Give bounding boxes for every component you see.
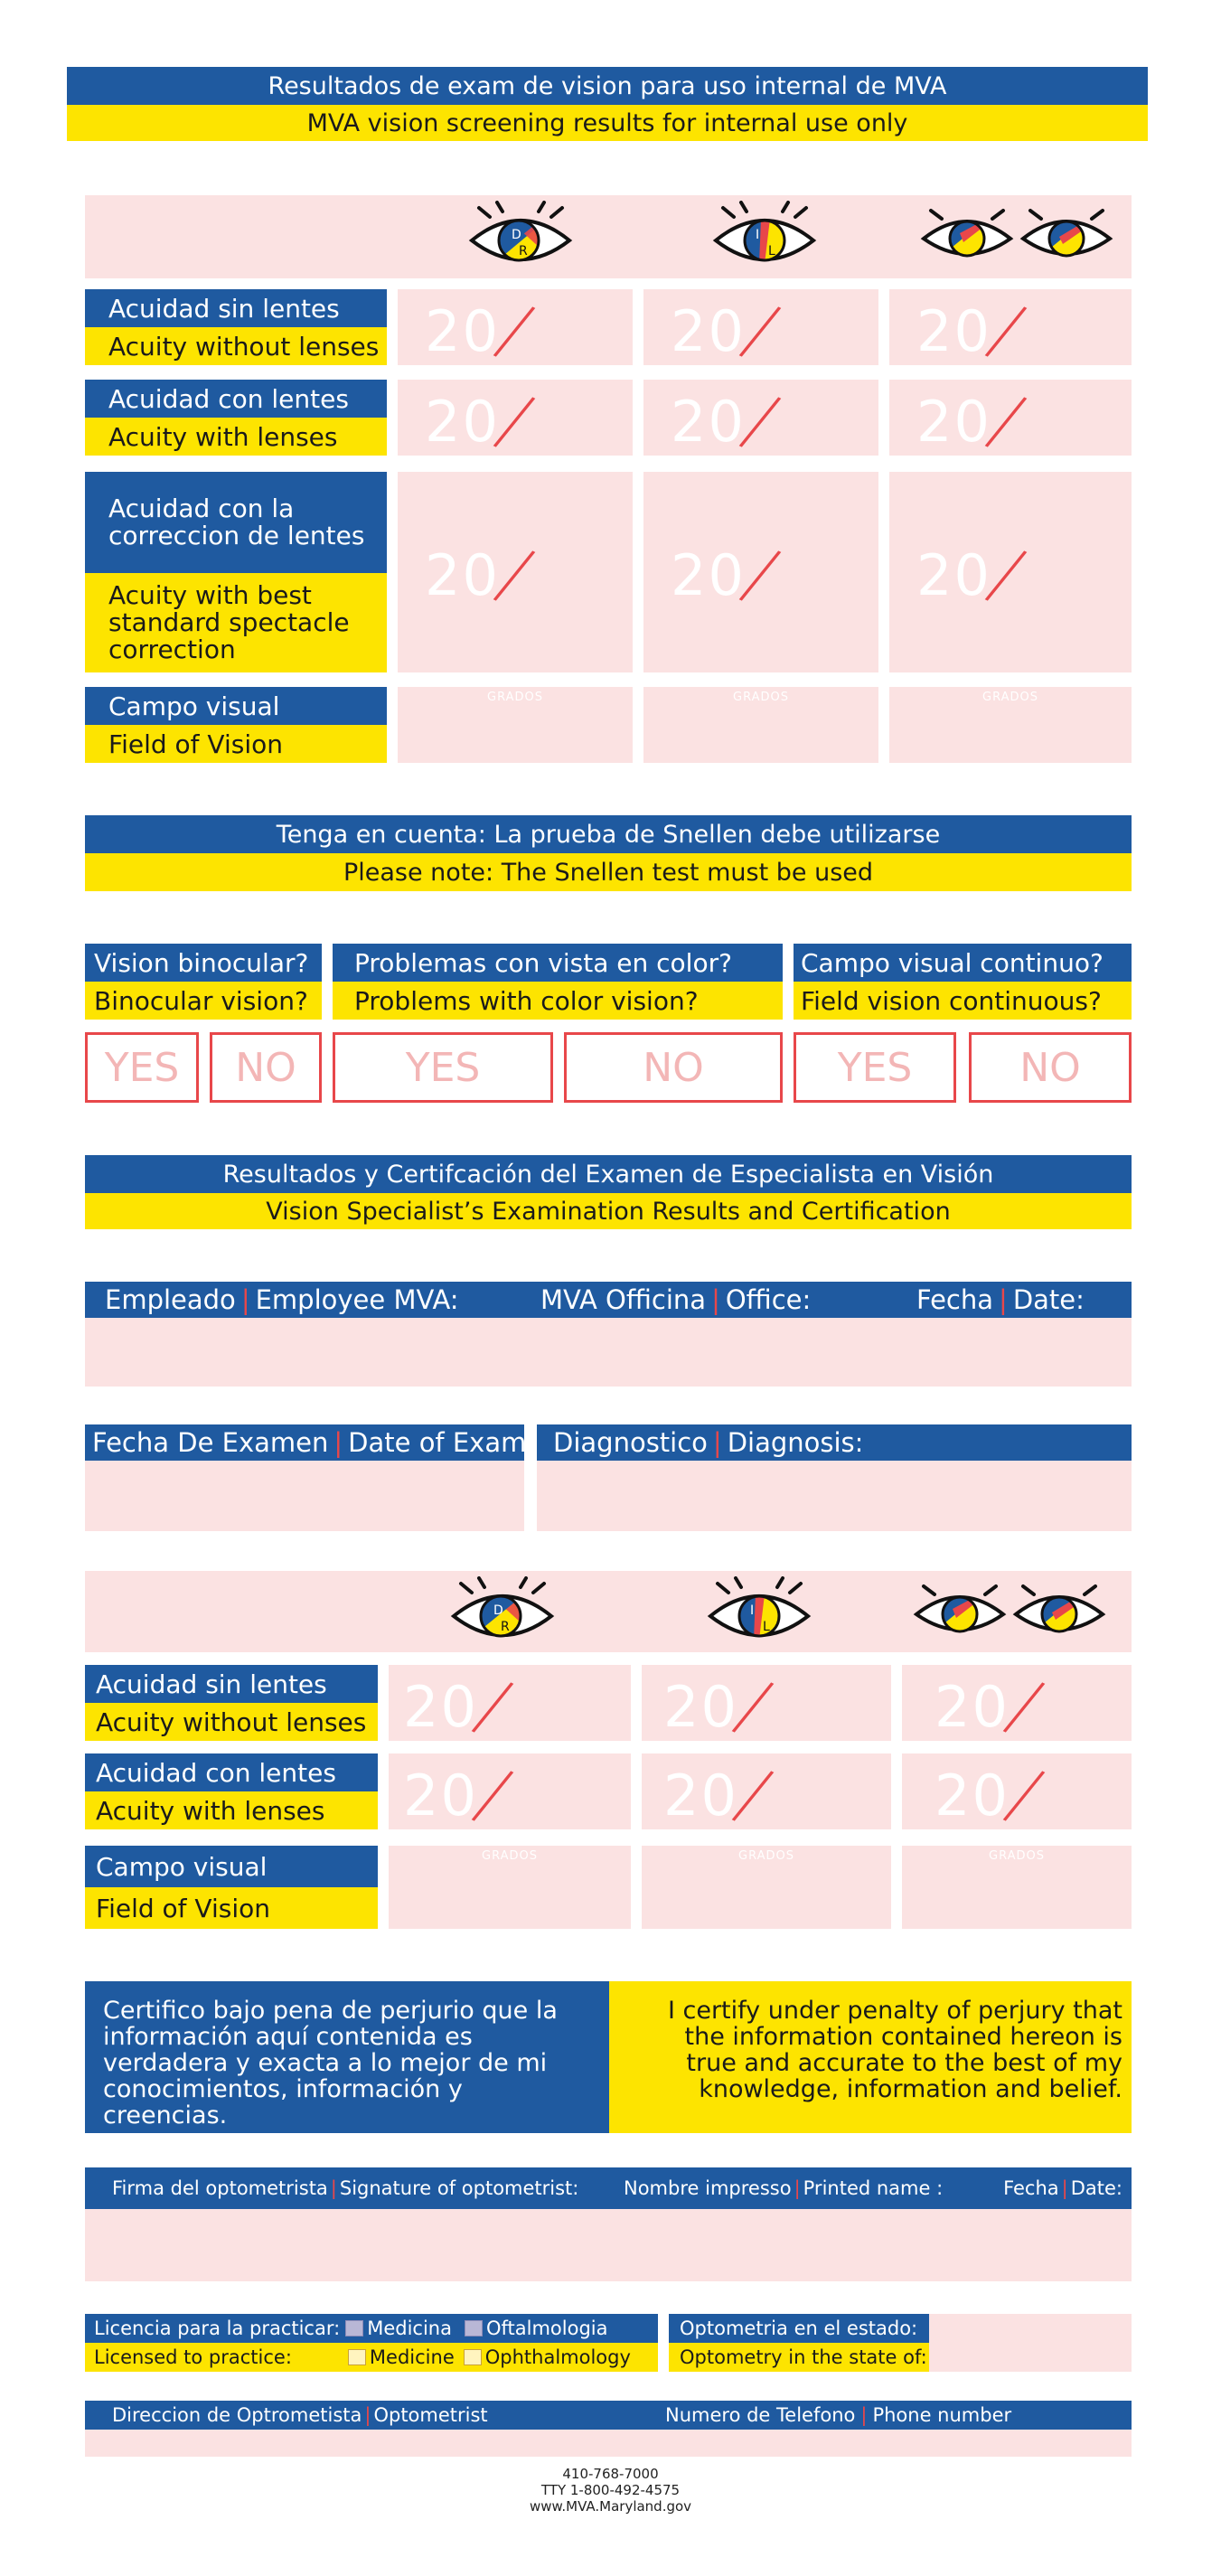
employee-info-field[interactable] (85, 1318, 1132, 1387)
twenty-value: 20 (663, 1763, 738, 1829)
yes-text: YES (837, 1044, 913, 1091)
printed-name-label (624, 2177, 943, 2199)
office-label-es: MVA Officina (540, 1284, 707, 1315)
diagnosis-header (537, 1424, 1132, 1461)
medicina-checkbox[interactable] (345, 2320, 363, 2336)
specialist-without-both-field[interactable] (902, 1665, 1132, 1741)
label-text: Acuidad con lentes (108, 383, 349, 414)
label-text: Acuity with lenses (96, 1795, 325, 1826)
specialist-label-with-es (85, 1753, 378, 1791)
label-text: Acuidad sin lentes (108, 293, 340, 324)
eye-label-d: D (493, 1603, 503, 1618)
binocular-yes-button[interactable] (85, 1032, 199, 1103)
specialist-label-without-en (85, 1703, 378, 1741)
eye-label-r: R (501, 1620, 510, 1634)
separator: | (364, 2404, 371, 2426)
footer-website[interactable]: www.MVA.Maryland.gov (529, 2498, 692, 2515)
continuous-yes-button[interactable] (794, 1032, 956, 1103)
separator: | (711, 1284, 720, 1315)
title-spanish-text: Resultados de exam de vision para uso internal de MVA (268, 71, 947, 100)
question-color-en (333, 982, 783, 1020)
acuity-best-left-field[interactable] (643, 472, 878, 672)
acuity-best-both-field[interactable] (889, 472, 1132, 672)
field-vision-left-field[interactable] (643, 687, 878, 763)
diagnosis-field[interactable] (537, 1461, 1132, 1531)
specialist-label-with-en (85, 1791, 378, 1829)
label-acuity-with-es (85, 380, 387, 418)
eye-label-l: L (763, 1620, 770, 1634)
acuity-with-right-field[interactable] (398, 380, 633, 456)
office-label-en: Office: (725, 1284, 812, 1315)
grados-label: GRADOS (482, 1849, 538, 1863)
specialist-label-field-en (85, 1887, 378, 1929)
label-text: Campo visual (108, 691, 280, 721)
twenty-value: 20 (916, 298, 991, 364)
acuity-with-both-field[interactable] (889, 380, 1132, 456)
label-field-vision-en (85, 725, 387, 763)
specialist-label-field-es (85, 1846, 378, 1887)
acuity-without-both-field[interactable] (889, 289, 1132, 365)
license-es-row (85, 2314, 658, 2343)
yes-text: YES (405, 1044, 481, 1091)
employee-header-row (85, 1282, 1132, 1318)
specialist-field-right-field[interactable] (389, 1846, 631, 1929)
grados-label: GRADOS (989, 1849, 1045, 1863)
signature-header-row (85, 2167, 1132, 2209)
label-text: Campo visual (96, 1851, 268, 1882)
grados-label: GRADOS (982, 691, 1038, 704)
twenty-value: 20 (663, 1674, 738, 1740)
label-text: Acuity with lenses (108, 421, 338, 452)
diagnosis-label-en: Diagnosis: (727, 1427, 864, 1458)
date-label-en: Date: (1012, 1284, 1085, 1315)
label-text: Field of Vision (108, 729, 283, 759)
oftalmologia-label: Oftalmologia (485, 2317, 608, 2339)
grados-label: GRADOS (487, 691, 543, 704)
phone-label-en: Phone number (872, 2404, 1012, 2426)
ophthalmology-checkbox[interactable] (464, 2349, 482, 2365)
certify-spanish-text: Certifico bajo pena de perjurio que la información aquí contenida es verdadera y exacta a lo mejor de mi conocimientos, información y creencias. (103, 1997, 558, 2129)
acuity-without-right-field[interactable] (398, 289, 633, 365)
title-english (67, 105, 1148, 141)
continuous-no-button[interactable] (969, 1032, 1132, 1103)
note-english-text: Please note: The Snellen test must be used (343, 858, 874, 887)
certify-english-text: I certify under penalty of perjury that the information contained hereon is true and accurate to the best of my knowledge, information and belief. (667, 1997, 1122, 2103)
twenty-value: 20 (425, 389, 500, 455)
note-spanish (85, 815, 1132, 853)
separator: | (860, 2404, 868, 2426)
separator: | (999, 1284, 1008, 1315)
eye-label-i: I (756, 228, 760, 242)
address-label (112, 2404, 488, 2426)
license-label-en: Licensed to practice: (94, 2346, 292, 2368)
separator: | (794, 2177, 801, 2199)
eye-label-l: L (768, 244, 775, 259)
acuity-best-right-field[interactable] (398, 472, 633, 672)
label-acuity-with-en (85, 418, 387, 456)
license-en-row (85, 2343, 658, 2372)
printed-name-label-es: Nombre impresso (624, 2177, 792, 2199)
label-text: Acuity without lenses (108, 331, 380, 362)
state-en-label (669, 2343, 929, 2372)
field-vision-both-field[interactable] (889, 687, 1132, 763)
question-text: Field vision continuous? (801, 985, 1102, 1016)
question-binocular-es (85, 944, 322, 982)
address-label-es: Direccion de Optrometista (112, 2404, 362, 2426)
separator: | (330, 2177, 337, 2199)
date-label (916, 1284, 1085, 1315)
address-field[interactable] (85, 2430, 1132, 2457)
twenty-value: 20 (671, 298, 746, 364)
eye-label-r: R (519, 244, 528, 259)
label-text: Acuidad con la correccion de lentes (108, 494, 365, 550)
question-continuous-es (794, 944, 1132, 982)
employee-label (105, 1284, 459, 1315)
specialist-without-right-field[interactable] (389, 1665, 631, 1741)
no-text: NO (1019, 1044, 1081, 1091)
state-field[interactable] (929, 2314, 1132, 2372)
oftalmologia-checkbox[interactable] (465, 2320, 483, 2336)
twenty-value: 20 (425, 298, 500, 364)
certify-spanish (85, 1981, 609, 2133)
specialist-spanish-text: Resultados y Certifcación del Examen de Especialista en Visión (222, 1160, 994, 1189)
title-english-text: MVA vision screening results for internal use only (306, 108, 908, 137)
exam-date-label-en: Date of Exam (348, 1427, 527, 1458)
signature-label (112, 2177, 578, 2199)
title-spanish (67, 67, 1148, 105)
medicina-label: Medicina (367, 2317, 452, 2339)
specialist-with-both-field[interactable] (902, 1753, 1132, 1829)
medicine-label: Medicine (369, 2346, 455, 2368)
separator: | (333, 1427, 343, 1458)
question-text: Problemas con vista en color? (354, 947, 732, 978)
address-header-row (85, 2401, 1132, 2430)
state-es-label (669, 2314, 929, 2343)
footer-contact (0, 2466, 1221, 2515)
twenty-value: 20 (425, 542, 500, 608)
note-spanish-text: Tenga en cuenta: La prueba de Snellen debe utilizarse (276, 820, 941, 849)
twenty-value: 20 (935, 1763, 1010, 1829)
binocular-no-button[interactable] (210, 1032, 322, 1103)
state-label-es: Optometria en el estado: (680, 2317, 918, 2339)
acuity-with-left-field[interactable] (643, 380, 878, 456)
twenty-value: 20 (916, 542, 991, 608)
twenty-value: 20 (916, 389, 991, 455)
eye-label-d: D (512, 228, 521, 242)
employee-label-en: Employee MVA: (255, 1284, 459, 1315)
question-text: Problems with color vision? (354, 985, 699, 1016)
signature-label-es: Firma del optometrista (112, 2177, 328, 2199)
address-label-en: Optometrist (373, 2404, 488, 2426)
grados-label: GRADOS (733, 691, 789, 704)
right-eye-icon (466, 201, 575, 273)
label-text: Acuity with best standard spectacle correction (108, 580, 350, 664)
label-text: Acuidad sin lentes (96, 1669, 327, 1699)
separator: | (712, 1427, 722, 1458)
note-english (85, 853, 1132, 891)
signature-label-en: Signature of optometrist: (339, 2177, 579, 2199)
question-text: Vision binocular? (94, 947, 309, 978)
separator: | (240, 1284, 250, 1315)
diagnosis-label-es: Diagnostico (553, 1427, 708, 1458)
state-label-en: Optometry in the state of: (680, 2346, 927, 2368)
specialist-with-left-field[interactable] (642, 1753, 891, 1829)
label-text: Field of Vision (96, 1893, 270, 1923)
no-text: NO (235, 1044, 296, 1091)
label-acuity-without-es (85, 289, 387, 327)
twenty-value: 20 (403, 1674, 478, 1740)
exam-date-label-es: Fecha De Examen (92, 1427, 329, 1458)
office-label (540, 1284, 811, 1315)
specialist-english (85, 1193, 1132, 1229)
acuity-without-left-field[interactable] (643, 289, 878, 365)
twenty-value: 20 (935, 1674, 1010, 1740)
specialist-spanish (85, 1155, 1132, 1193)
phone-label-es: Numero de Telefono (665, 2404, 856, 2426)
specialist-both-eyes-icon (913, 1582, 1112, 1641)
certify-english (609, 1981, 1132, 2133)
footer-tty: TTY 1-800-492-4575 (540, 2482, 681, 2498)
specialist-without-left-field[interactable] (642, 1665, 891, 1741)
signature-field[interactable] (85, 2209, 1132, 2281)
question-binocular-en (85, 982, 322, 1020)
specialist-field-both-field[interactable] (902, 1846, 1132, 1929)
label-acuity-without-en (85, 327, 387, 365)
question-text: Campo visual continuo? (801, 947, 1104, 978)
no-text: NO (643, 1044, 704, 1091)
specialist-left-eye-icon (705, 1576, 813, 1649)
signature-date-label-es: Fecha (1003, 2177, 1059, 2199)
twenty-value: 20 (671, 389, 746, 455)
twenty-value: 20 (671, 542, 746, 608)
question-color-es (333, 944, 783, 982)
question-text: Binocular vision? (94, 985, 308, 1016)
medicine-checkbox[interactable] (348, 2349, 366, 2365)
both-eyes-icon (920, 206, 1119, 266)
color-no-button[interactable] (564, 1032, 783, 1103)
ophthalmology-label: Ophthalmology (484, 2346, 631, 2368)
twenty-value: 20 (403, 1763, 478, 1829)
field-vision-right-field[interactable] (398, 687, 633, 763)
label-acuity-best-es (85, 472, 387, 573)
specialist-field-left-field[interactable] (642, 1846, 891, 1929)
license-label-es: Licencia para la practicar: (94, 2317, 341, 2339)
printed-name-label-en: Printed name : (803, 2177, 944, 2199)
label-text: Acuity without lenses (96, 1706, 367, 1737)
label-field-vision-es (85, 687, 387, 725)
specialist-label-without-es (85, 1665, 378, 1703)
question-continuous-en (794, 982, 1132, 1020)
exam-date-header (85, 1424, 527, 1461)
specialist-right-eye-icon (448, 1576, 557, 1649)
signature-date-label (1003, 2177, 1122, 2199)
label-acuity-best-en (85, 573, 387, 672)
date-label-es: Fecha (916, 1284, 994, 1315)
eye-label-i: I (750, 1603, 755, 1618)
yes-text: YES (104, 1044, 180, 1091)
exam-date-field[interactable] (85, 1461, 524, 1531)
employee-label-es: Empleado (105, 1284, 236, 1315)
left-eye-icon (710, 201, 819, 273)
specialist-english-text: Vision Specialist’s Examination Results and Certification (266, 1197, 951, 1226)
separator: | (1061, 2177, 1068, 2199)
footer-phone: 410-768-7000 (562, 2466, 659, 2482)
grados-label: GRADOS (738, 1849, 794, 1863)
label-text: Acuidad con lentes (96, 1757, 336, 1788)
phone-label (665, 2404, 1011, 2426)
specialist-with-right-field[interactable] (389, 1753, 631, 1829)
color-yes-button[interactable] (333, 1032, 553, 1103)
signature-date-label-en: Date: (1070, 2177, 1122, 2199)
